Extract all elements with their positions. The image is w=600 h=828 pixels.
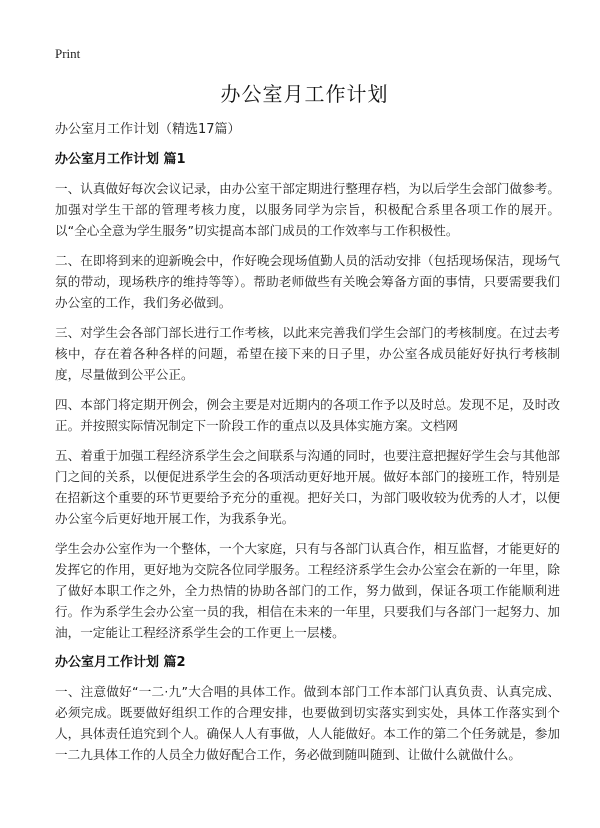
section-1-paragraph-2: 二、在即将到来的迎新晚会中，作好晚会现场值勤人员的活动安排（包括现场保洁，现场气氛的带动，现场秩序的维持等等）。帮助老师做些有关晚会筹备方面的事情，只要需要我们办公室的工作，我们务必做到。 (55, 253, 560, 310)
section-1-paragraph-4: 四、本部门将定期开例会，例会主要是对近期内的各项工作予以及时总。发现不足，及时改正。并按照实际情况制定下一阶段工作的重点以及具体实施方案。文档网 (55, 397, 560, 433)
print-link[interactable]: Print (55, 46, 81, 61)
document-subtitle: 办公室月工作计划（精选17篇） (55, 122, 241, 137)
section-1-paragraph-5: 五、着重于加强工程经济系学生会之间联系与沟通的同时，也要注意把握好学生会与其他部门之间的关系，以便促进系学生会的各项活动更好地开展。做好本部门的接班工作，特别是在招新这个重要的环节更要给予充分的重视。把好关口，为部门吸收较为优秀的人才，以便办公室今后更好地开展工作，为我系争光。 (55, 448, 560, 526)
section-1-paragraph-3: 三、对学生会各部门部长进行工作考核，以此来完善我们学生会部门的考核制度。在过去考核中，存在着各种各样的问题，希望在接下来的日子里，办公室各成员能好好执行考核制度，尽量做到公平公正。 (55, 325, 560, 382)
section-heading-2: 办公室月工作计划 篇2 (55, 655, 186, 670)
section-heading-1: 办公室月工作计划 篇1 (55, 152, 186, 167)
document-body (55, 120, 560, 774)
document-title: 办公室月工作计划 (220, 82, 389, 106)
section-1-paragraph-1: 一、认真做好每次会议记录，由办公室干部定期进行整理存档，为以后学生会部门做参考。加强对学生干部的管理考核力度，以服务同学为宗旨，积极配合系里各项工作的展开。以“全心全意为学生服务”切实提高本部门成员的工作效率与工作积极性。 (55, 181, 560, 238)
section-2-paragraph-1: 一、注意做好“一二·九”大合唱的具体工作。做到本部门工作本部门认真负责、认真完成、必须完成。既要做好组织工作的合理安排，也要做到切实落实到实处，具体工作落实到个人，具体责任追究到个人。确保人人有事做，人人能做好。本工作的第二个任务就是，参加一二九具体工作的人员全力做好配合工作，务必做到随叫随到、让做什么就做什么。 (55, 684, 560, 762)
section-1-paragraph-6: 学生会办公室作为一个整体，一个大家庭，只有与各部门认真合作，相互监督，才能更好的发挥它的作用，更好地为交院各位同学服务。工程经济系学生会办公室会在新的一年里，除了做好本职工作之外，全力热情的协助各部门的工作，努力做到，保证各项工作能顺利进行。作为系学生会办公室一员的我，相信在未来的一年里，只要我们与各部门一起努力、加油，一定能让工程经济系学生会的工作更上一层楼。 (55, 541, 560, 640)
